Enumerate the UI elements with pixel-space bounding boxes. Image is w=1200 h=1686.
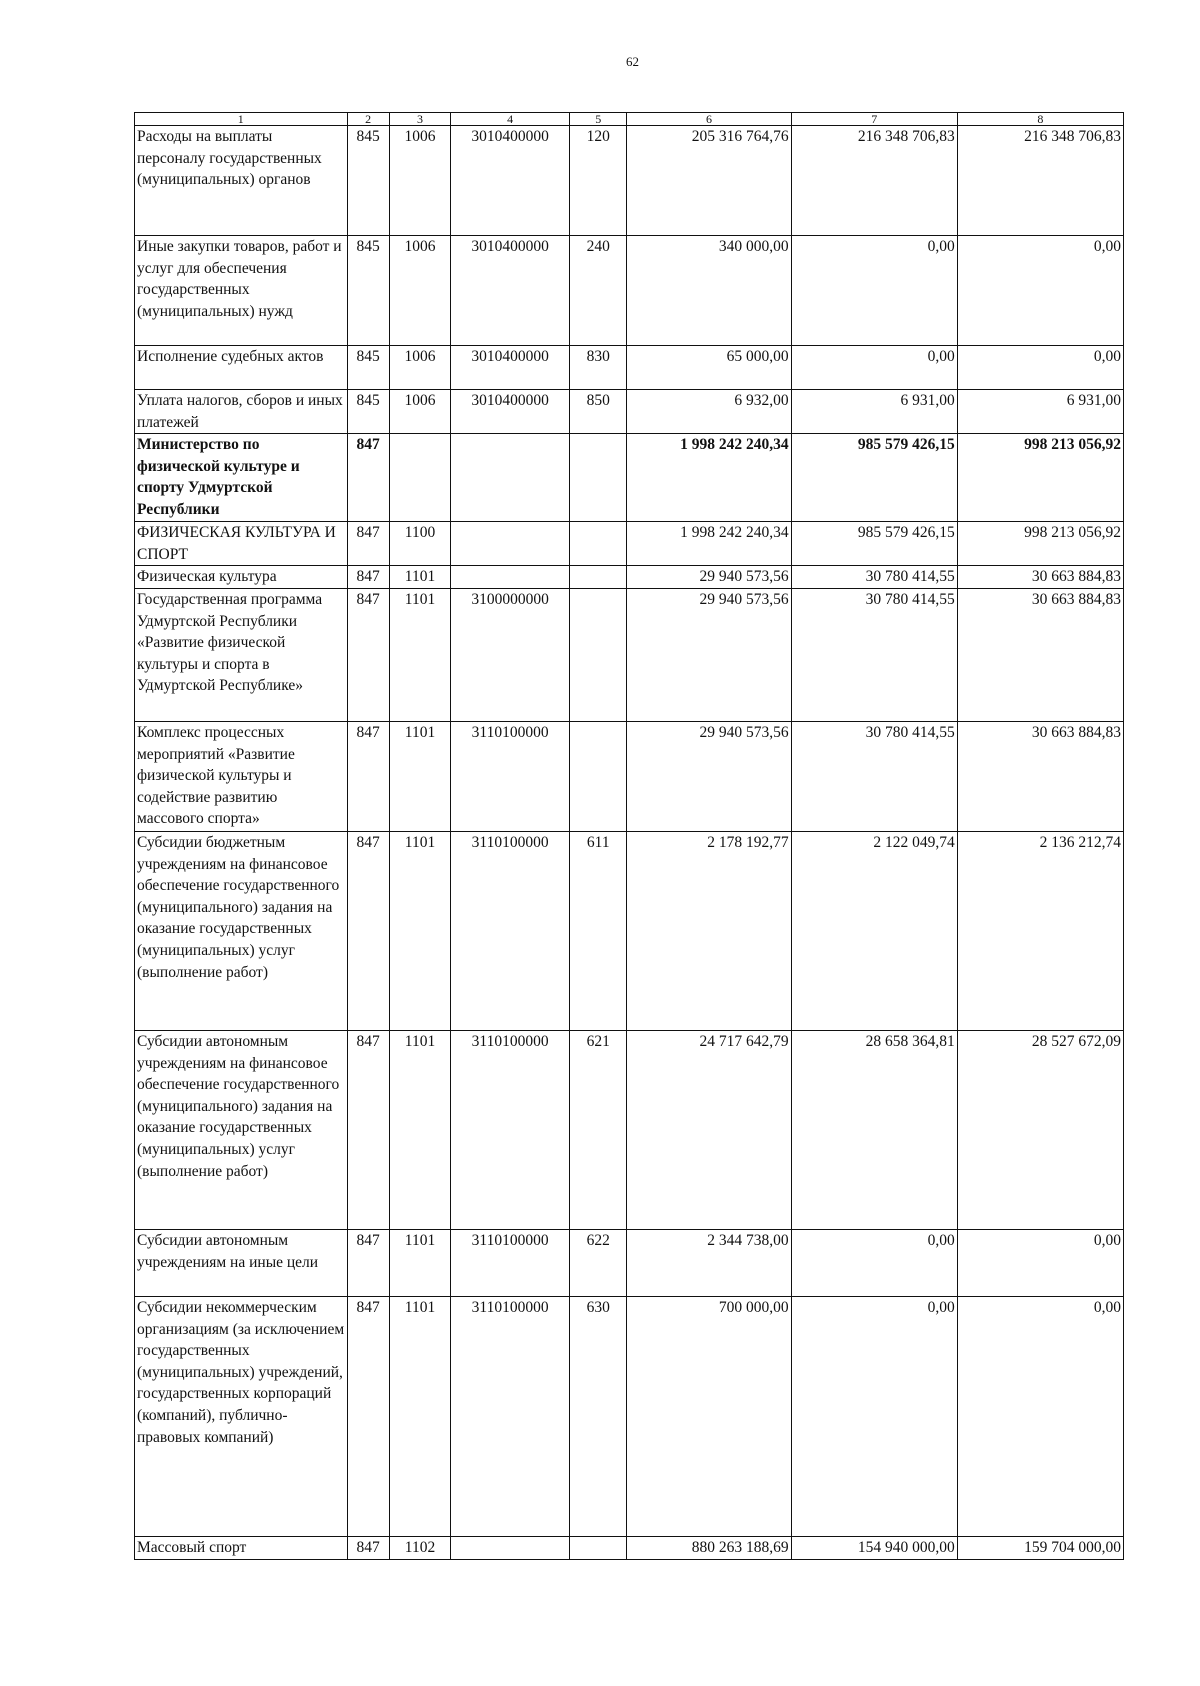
row-amount-col6: 24 717 642,79	[627, 1030, 791, 1229]
row-name: Физическая культура	[135, 566, 348, 589]
row-ministry-code: 847	[347, 522, 389, 566]
row-section-code: 1101	[389, 831, 450, 1030]
row-amount-col7: 0,00	[791, 236, 957, 346]
row-expense-type	[570, 434, 627, 522]
row-section-code: 1101	[389, 1229, 450, 1296]
row-name: Массовый спорт	[135, 1536, 348, 1559]
row-amount-col6: 700 000,00	[627, 1296, 791, 1536]
row-expense-type	[570, 1536, 627, 1559]
row-ministry-code: 847	[347, 1030, 389, 1229]
row-amount-col7: 0,00	[791, 1296, 957, 1536]
row-expense-type: 120	[570, 126, 627, 236]
row-expense-type: 621	[570, 1030, 627, 1229]
row-amount-col6: 2 344 738,00	[627, 1229, 791, 1296]
row-amount-col8: 0,00	[957, 236, 1123, 346]
row-section-code: 1101	[389, 721, 450, 831]
table-row	[135, 236, 1124, 346]
row-name: Министерство по физической культуре и спорту Удмуртской Республики	[135, 434, 348, 522]
row-amount-col8: 30 663 884,83	[957, 721, 1123, 831]
row-ministry-code: 847	[347, 721, 389, 831]
row-expense-type: 830	[570, 346, 627, 390]
row-target-code	[451, 1536, 570, 1559]
table-row	[135, 522, 1124, 566]
row-expense-type	[570, 522, 627, 566]
row-name: Субсидии некоммерческим организациям (за исключением государственных (муниципальных) учреждений, государственных корпораций (компаний), публично-правовых компаний)	[135, 1296, 348, 1536]
row-section-code	[389, 434, 450, 522]
header-cell-8: 8	[957, 113, 1123, 126]
row-amount-col6: 205 316 764,76	[627, 126, 791, 236]
row-expense-type: 240	[570, 236, 627, 346]
header-cell-1: 1	[135, 113, 348, 126]
row-amount-col8: 998 213 056,92	[957, 434, 1123, 522]
row-amount-col7: 28 658 364,81	[791, 1030, 957, 1229]
row-section-code: 1100	[389, 522, 450, 566]
row-amount-col8: 2 136 212,74	[957, 831, 1123, 1030]
row-amount-col8: 30 663 884,83	[957, 566, 1123, 589]
row-target-code: 3010400000	[451, 126, 570, 236]
row-target-code: 3100000000	[451, 588, 570, 721]
row-expense-type	[570, 588, 627, 721]
row-amount-col6: 65 000,00	[627, 346, 791, 390]
row-expense-type	[570, 721, 627, 831]
row-expense-type	[570, 566, 627, 589]
row-amount-col6: 29 940 573,56	[627, 721, 791, 831]
row-target-code: 3010400000	[451, 236, 570, 346]
row-section-code: 1006	[389, 390, 450, 434]
row-expense-type: 850	[570, 390, 627, 434]
row-amount-col6: 29 940 573,56	[627, 588, 791, 721]
row-target-code	[451, 522, 570, 566]
table-body	[135, 126, 1124, 1560]
row-ministry-code: 845	[347, 236, 389, 346]
row-target-code: 3110100000	[451, 1296, 570, 1536]
row-ministry-code: 847	[347, 566, 389, 589]
budget-table	[134, 112, 1124, 1560]
row-amount-col7: 985 579 426,15	[791, 434, 957, 522]
header-cell-4: 4	[451, 113, 570, 126]
row-amount-col8: 159 704 000,00	[957, 1536, 1123, 1559]
table-row	[135, 1030, 1124, 1229]
row-section-code: 1006	[389, 236, 450, 346]
table-row	[135, 831, 1124, 1030]
row-amount-col7: 0,00	[791, 1229, 957, 1296]
row-amount-col8: 0,00	[957, 1296, 1123, 1536]
header-cell-5: 5	[570, 113, 627, 126]
row-amount-col6: 29 940 573,56	[627, 566, 791, 589]
header-row	[135, 113, 1124, 126]
row-ministry-code: 845	[347, 126, 389, 236]
row-section-code: 1102	[389, 1536, 450, 1559]
header-cell-7: 7	[791, 113, 957, 126]
row-amount-col7: 154 940 000,00	[791, 1536, 957, 1559]
row-name: ФИЗИЧЕСКАЯ КУЛЬТУРА И СПОРТ	[135, 522, 348, 566]
row-amount-col8: 6 931,00	[957, 390, 1123, 434]
row-name: Государственная программа Удмуртской Республики «Развитие физической культуры и спорта в Удмуртской Республике»	[135, 588, 348, 721]
table-row	[135, 390, 1124, 434]
row-amount-col7: 2 122 049,74	[791, 831, 957, 1030]
row-expense-type: 622	[570, 1229, 627, 1296]
row-target-code: 3010400000	[451, 346, 570, 390]
row-target-code: 3010400000	[451, 390, 570, 434]
row-name: Комплекс процессных мероприятий «Развитие физической культуры и содействие развитию массового спорта»	[135, 721, 348, 831]
table-row	[135, 1296, 1124, 1536]
row-section-code: 1101	[389, 1030, 450, 1229]
row-ministry-code: 847	[347, 434, 389, 522]
table-row	[135, 588, 1124, 721]
row-name: Уплата налогов, сборов и иных платежей	[135, 390, 348, 434]
row-amount-col6: 2 178 192,77	[627, 831, 791, 1030]
row-amount-col8: 28 527 672,09	[957, 1030, 1123, 1229]
row-ministry-code: 847	[347, 1229, 389, 1296]
row-ministry-code: 845	[347, 346, 389, 390]
row-amount-col6: 1 998 242 240,34	[627, 434, 791, 522]
row-ministry-code: 845	[347, 390, 389, 434]
row-ministry-code: 847	[347, 831, 389, 1030]
row-section-code: 1101	[389, 566, 450, 589]
row-ministry-code: 847	[347, 588, 389, 721]
header-cell-3: 3	[389, 113, 450, 126]
row-target-code: 3110100000	[451, 1229, 570, 1296]
row-target-code	[451, 566, 570, 589]
row-target-code	[451, 434, 570, 522]
row-ministry-code: 847	[347, 1296, 389, 1536]
table-row	[135, 126, 1124, 236]
row-amount-col8: 30 663 884,83	[957, 588, 1123, 721]
row-name: Расходы на выплаты персоналу государственных (муниципальных) органов	[135, 126, 348, 236]
row-target-code: 3110100000	[451, 831, 570, 1030]
row-amount-col8: 998 213 056,92	[957, 522, 1123, 566]
row-section-code: 1006	[389, 126, 450, 236]
row-target-code: 3110100000	[451, 1030, 570, 1229]
row-amount-col8: 216 348 706,83	[957, 126, 1123, 236]
row-expense-type: 611	[570, 831, 627, 1030]
row-name: Субсидии автономным учреждениям на финансовое обеспечение государственного (муниципального) задания на оказание государственных (муниципальных) услуг (выполнение работ)	[135, 1030, 348, 1229]
row-amount-col6: 880 263 188,69	[627, 1536, 791, 1559]
row-amount-col7: 216 348 706,83	[791, 126, 957, 236]
table-row	[135, 1536, 1124, 1559]
row-expense-type: 630	[570, 1296, 627, 1536]
table-row	[135, 1229, 1124, 1296]
row-amount-col8: 0,00	[957, 346, 1123, 390]
row-name: Исполнение судебных актов	[135, 346, 348, 390]
row-amount-col6: 1 998 242 240,34	[627, 522, 791, 566]
row-amount-col6: 6 932,00	[627, 390, 791, 434]
row-name: Иные закупки товаров, работ и услуг для обеспечения государственных (муниципальных) нужд	[135, 236, 348, 346]
row-amount-col7: 30 780 414,55	[791, 566, 957, 589]
row-section-code: 1006	[389, 346, 450, 390]
row-amount-col7: 0,00	[791, 346, 957, 390]
row-amount-col6: 340 000,00	[627, 236, 791, 346]
row-amount-col7: 6 931,00	[791, 390, 957, 434]
table-row	[135, 434, 1124, 522]
row-amount-col7: 30 780 414,55	[791, 721, 957, 831]
row-section-code: 1101	[389, 1296, 450, 1536]
page-number: 62	[626, 54, 639, 69]
header-cell-6: 6	[627, 113, 791, 126]
row-section-code: 1101	[389, 588, 450, 721]
row-amount-col8: 0,00	[957, 1229, 1123, 1296]
row-amount-col7: 985 579 426,15	[791, 522, 957, 566]
row-amount-col7: 30 780 414,55	[791, 588, 957, 721]
header-cell-2: 2	[347, 113, 389, 126]
row-name: Субсидии автономным учреждениям на иные цели	[135, 1229, 348, 1296]
table-row	[135, 566, 1124, 589]
row-name: Субсидии бюджетным учреждениям на финансовое обеспечение государственного (муниципального) задания на оказание государственных (муниципальных) услуг (выполнение работ)	[135, 831, 348, 1030]
table-row	[135, 346, 1124, 390]
row-target-code: 3110100000	[451, 721, 570, 831]
table-row	[135, 721, 1124, 831]
row-ministry-code: 847	[347, 1536, 389, 1559]
